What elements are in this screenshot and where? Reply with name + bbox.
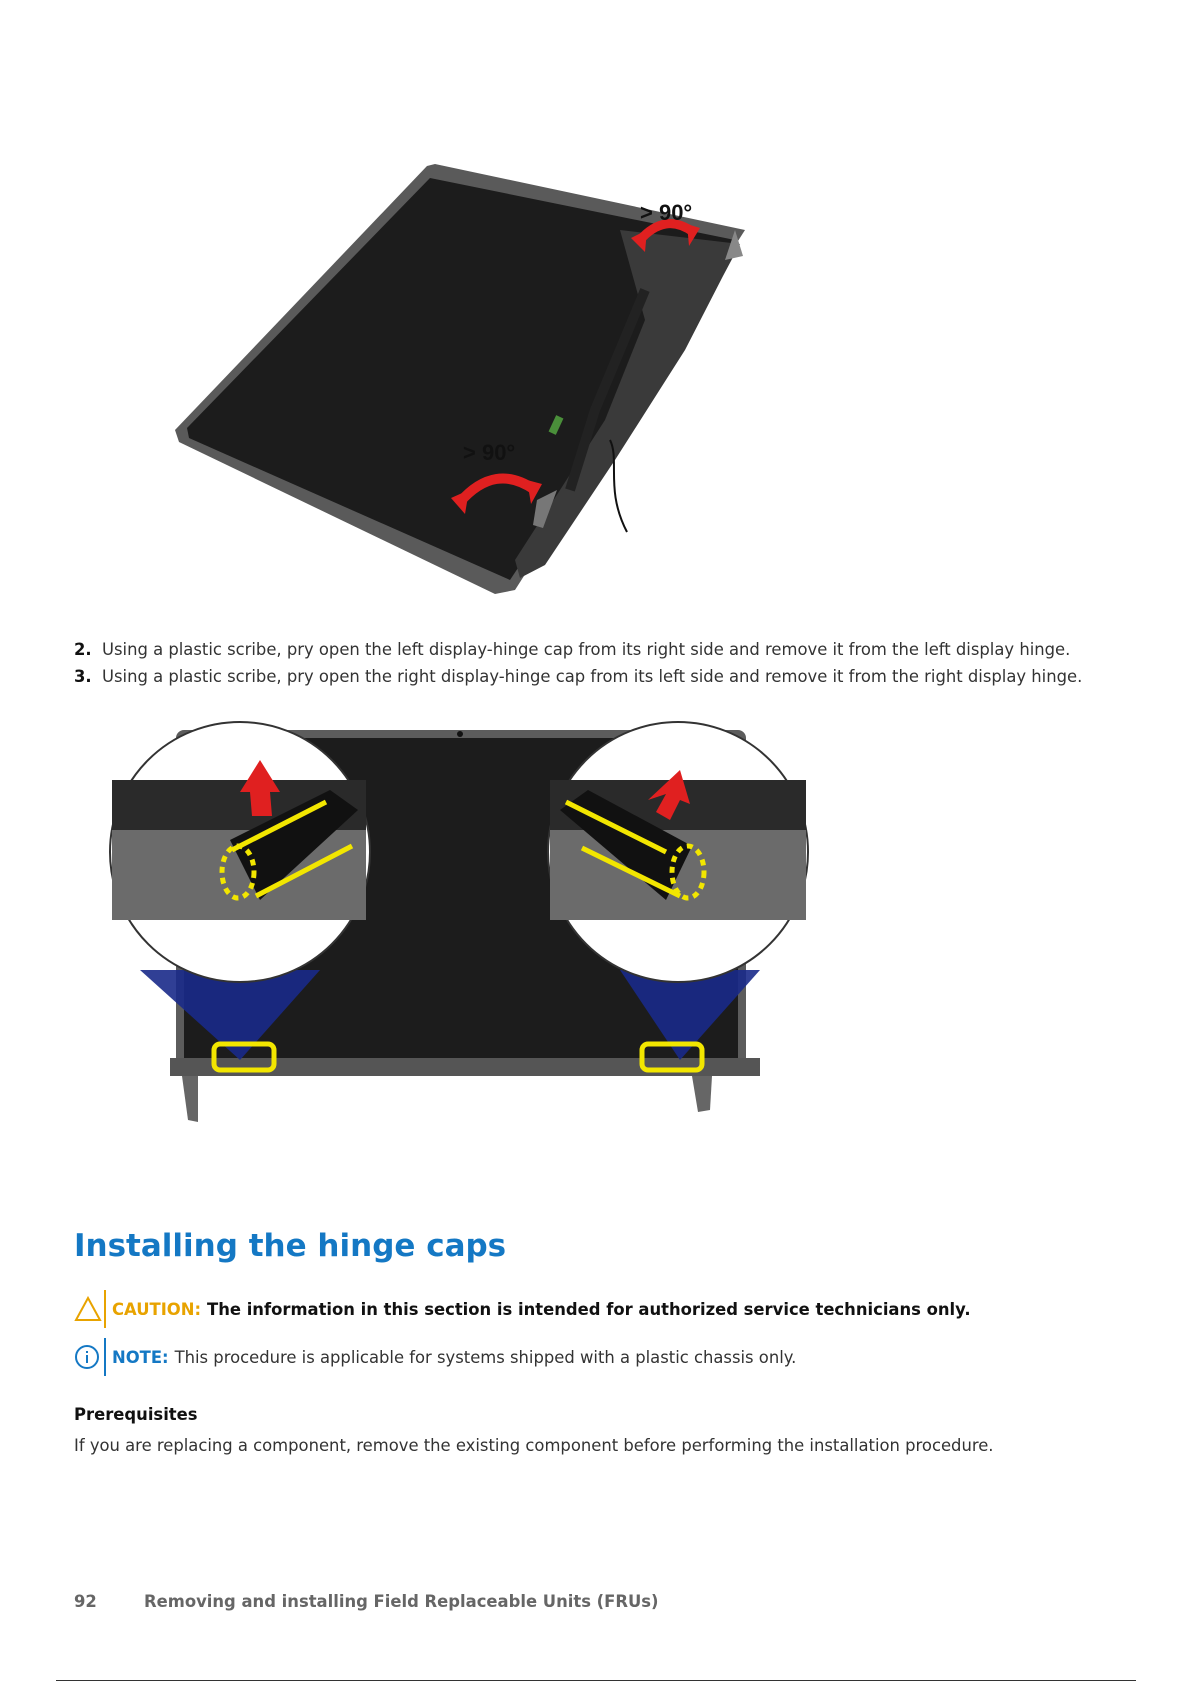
note-text: This procedure is applicable for systems shipped with a plastic chassis only. <box>174 1347 797 1367</box>
caution-notice <box>74 1290 1134 1328</box>
prerequisites-text: If you are replacing a component, remove the existing component before performing the installation procedure. <box>74 1436 994 1455</box>
step-item <box>74 636 1134 663</box>
caution-text: The information in this section is intended for authorized service technicians only. <box>207 1299 971 1319</box>
step-item <box>74 663 1134 690</box>
note-notice <box>74 1338 1134 1376</box>
chapter-title: Removing and installing Field Replaceable Units (FRUs) <box>144 1592 659 1611</box>
step-text: Using a plastic scribe, pry open the left display-hinge cap from its right side and remove it from the left display hinge. <box>102 640 1071 659</box>
prerequisites-heading: Prerequisites <box>74 1405 198 1424</box>
warning-triangle-icon <box>74 1290 104 1328</box>
display-hinge-rotation-figure <box>165 160 765 600</box>
step-number: 2. <box>74 640 92 659</box>
step-text: Using a plastic scribe, pry open the right display-hinge cap from its left side and remove it from the right display hinge. <box>102 667 1083 686</box>
removal-steps-list <box>74 636 1134 690</box>
angle-label-bottom: > 90° <box>463 440 516 465</box>
hinge-cap-callout-figure <box>100 720 830 1155</box>
note-label: NOTE: <box>112 1347 169 1367</box>
page-footer <box>74 1592 659 1611</box>
page-number: 92 <box>74 1592 97 1611</box>
angle-label-top: > 90° <box>640 200 693 225</box>
section-title: Installing the hinge caps <box>74 1228 507 1264</box>
footer-divider <box>56 1680 1136 1681</box>
info-icon <box>74 1338 104 1376</box>
caution-label: CAUTION: <box>112 1299 202 1319</box>
step-number: 3. <box>74 667 92 686</box>
